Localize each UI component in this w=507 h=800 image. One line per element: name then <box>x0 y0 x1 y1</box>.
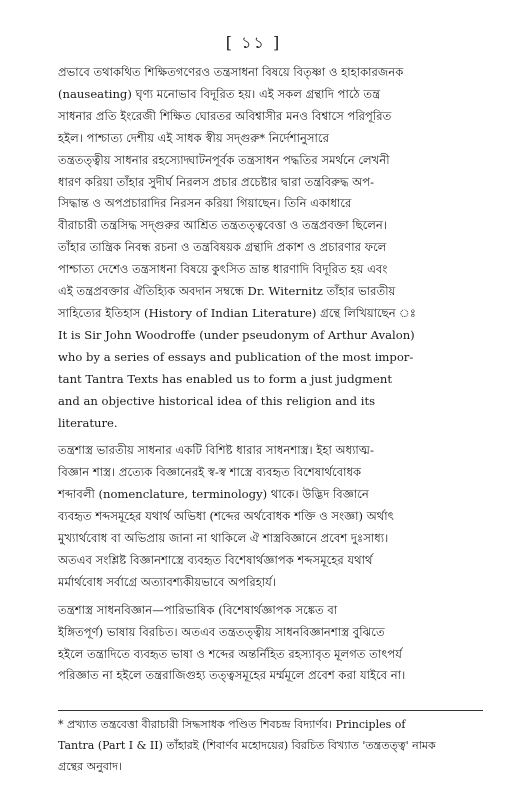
text-line: tant Tantra Texts has enabled us to form a just judgment <box>58 371 393 386</box>
text-line: অতএব সংশ্লিষ্ট বিজ্ঞানশাস্ত্রে ব্যবহৃত বিশেষার্থজ্ঞাপক শব্দসমূহের যথার্থ <box>58 552 373 567</box>
paragraph-2 <box>58 440 483 593</box>
paragraph-3 <box>58 600 483 688</box>
text-line: ব্যবহৃত শব্দসমূহের যথার্থ অভিধা (শব্দের অর্থবোধক শক্তি ও সংজ্ঞা) অর্থাৎ <box>58 509 394 524</box>
text-line: প্রভাবে তথাকথিত শিক্ষিতগণেরও তন্ত্রসাধনা বিষয়ে বিতৃষ্ণা ও হাহাকারজনক <box>58 65 404 79</box>
text-line: বীরাচারী তন্ত্রসিদ্ধ সদ্গুরুর আশ্রিত তন্ত্রতত্ত্ববেত্তা ও তন্ত্রপ্রবক্তা ছিলেন। <box>58 218 387 233</box>
text-line: সাহিত্যের ইতিহাস (History of Indian Literature) গ্রন্থে লিখিয়াছেন ঃ <box>58 305 416 320</box>
text-line: এই তন্ত্রপ্রবক্তার ঐতিহ্যিক অবদান সম্বন্ধে Dr. Witernitz তাঁহার ভারতীয় <box>58 284 396 299</box>
text-line: শব্দাবলী (nomenclature, terminology) থাকে। উদ্ভিদ বিজ্ঞানে <box>58 487 369 502</box>
footnote-line: * প্রখ্যাত তন্ত্রবেত্তা বীরাচারী সিদ্ধসাধক পণ্ডিত শিবচন্দ্র বিদ্যার্ণব। Principles of <box>58 718 406 731</box>
text-line: তাঁহার তান্ত্রিক নিবন্ধ রচনা ও তন্ত্রবিষয়ক গ্রন্থাদি প্রকাশ ও প্রচারণার ফলে <box>58 240 387 255</box>
text-line: ধারণ করিয়া তাঁহার সুদীর্ঘ নিরলস প্রচার প্রচেষ্টার দ্বারা তন্ত্রবিরুদ্ধ অপ- <box>58 174 375 189</box>
text-line: and an objective historical idea of this religion and its <box>58 393 376 408</box>
text-line: ইঙ্গিতপূর্ণ) ভাষায় বিরচিত। অতএব তন্ত্রতত্ত্বীয় সাধনবিজ্ঞানশাস্ত্র বুঝিতে <box>58 624 385 639</box>
footnote-divider <box>58 710 483 711</box>
text-line: It is Sir John Woodroffe (under pseudonym of Arthur Avalon) <box>58 327 415 342</box>
text-line: মর্মার্থবোধ সর্বাগ্রে অত্যাবশ্যকীয়ভাবে অপরিহার্য। <box>58 574 276 589</box>
text-line: পরিজ্ঞাত না হইলে তন্ত্ররাজিগুহ্য তত্ত্বসমূহের মর্ম্মমূলে প্রবেশ করা যাইবে না। <box>58 668 406 683</box>
text-line: পাশ্চাত্য দেশেও তন্ত্রসাধনা বিষয়ে কুৎসিত ভ্রান্ত ধারণাদি বিদূরিত হয় এবং <box>58 262 388 277</box>
text-line: হইল। পাশ্চাত্য দেশীয় এই সাধক স্বীয় সদ্গুরু* নির্দেশানুসারে <box>58 130 329 145</box>
footnote <box>58 714 483 777</box>
text-line: তন্ত্রশাস্ত্র সাধনবিজ্ঞান—পারিভাষিক (বিশেষার্থজ্ঞাপক সঙ্কেত বা <box>58 602 338 617</box>
text-line: হইলে তন্ত্রাদিতে ব্যবহৃত ভাষা ও শব্দের অন্তর্নিহিত রহস্যাবৃত মূলগত তাৎপর্য <box>58 646 402 661</box>
footnote-line: গ্রন্থের অনুবাদ। <box>58 760 122 773</box>
text-line: তন্ত্রশাস্ত্র ভারতীয় সাধনার একটি বিশিষ্ট ধারার সাধনশাস্ত্র। ইহা অধ্যাত্ম- <box>58 443 374 458</box>
footnote-line: Tantra (Part I & II) তাঁহারই (শিবার্ণব মহোদয়ের) বিরচিত বিখ্যাত 'তন্ত্রতত্ত্ব' নামক <box>58 739 436 752</box>
text-line: (nauseating) ঘৃণ্য মনোভাব বিদূরিত হয়। এই সকল গ্রন্থাদি পাঠে তন্ত্র <box>58 86 381 101</box>
paragraph-1 <box>58 62 483 434</box>
text-line: মুখ্যার্থবোধ বা অভিপ্রায় জানা না থাকিলে ঐ শাস্ত্রবিজ্ঞানে প্রবেশ দুঃসাধ্য। <box>58 531 389 546</box>
page-body <box>58 62 483 687</box>
text-line: literature. <box>58 415 118 430</box>
page-number: [ ১১ ] <box>225 33 282 52</box>
text-line: who by a series of essays and publication of the most impor- <box>58 349 414 364</box>
text-line: বিজ্ঞান শাস্ত্র। প্রত্যেক বিজ্ঞানেরই স্ব-স্ব শাস্ত্রে ব্যবহৃত বিশেষার্থবোধক <box>58 465 362 480</box>
text-line: সাধনার প্রতি ইংরেজী শিক্ষিত ঘোরতর অবিশ্বাসীর মনও বিশ্বাসে পরিপূরিত <box>58 108 392 123</box>
text-line: তন্ত্রতত্ত্বীয় সাধনার রহস্যোদ্ঘাটনপূর্বক তন্ত্রসাধন পদ্ধতির সমর্থনে লেখনী <box>58 152 390 167</box>
text-line: সিদ্ধান্ত ও অপপ্রচারাদির নিরসন করিয়া গিয়াছেন। তিনি একাধারে <box>58 196 352 211</box>
